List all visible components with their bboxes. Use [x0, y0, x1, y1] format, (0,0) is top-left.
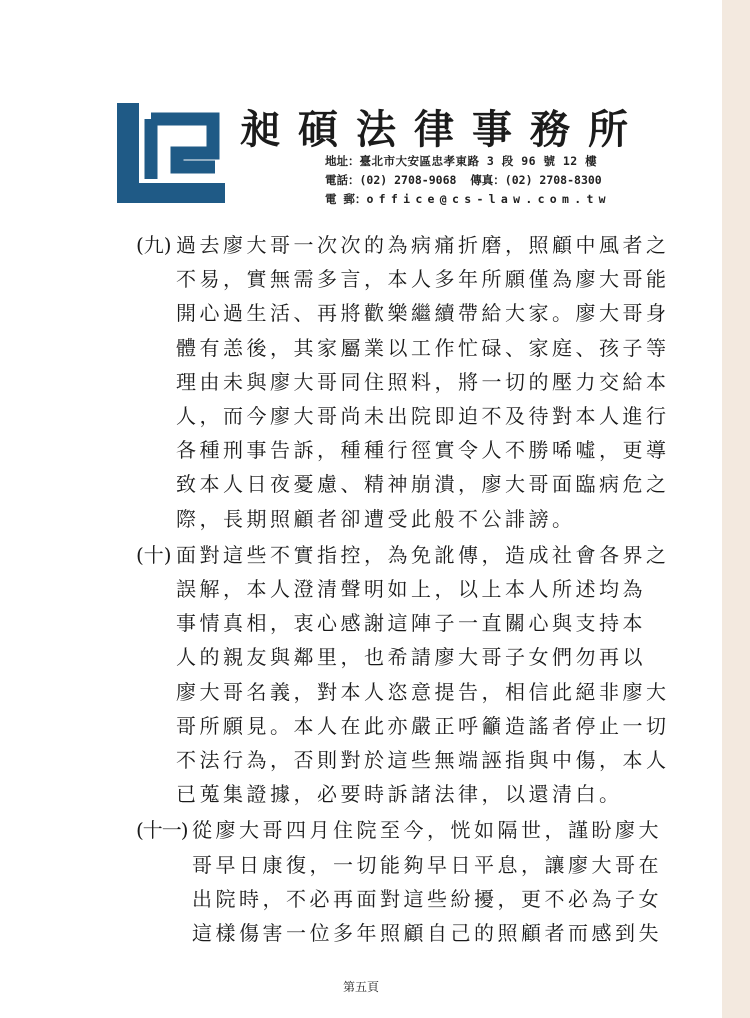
section-marker: (九): [136, 233, 172, 257]
section-10: [136, 538, 670, 812]
text-line: 出院時，不必再面對這些紛擾，更不必為子女: [192, 886, 662, 911]
text-line: 哥早日康復，一切能夠早日平息，讓廖大哥在: [192, 852, 662, 877]
text-line: 不法行為，否則對於這些無端誣指與中傷，本人: [176, 748, 670, 773]
text-line: 面對這些不實指控，為免訛傳，造成社會各界之: [176, 542, 670, 567]
text-line: 這樣傷害一位多年照顧自己的照顧者而感到失: [192, 921, 662, 946]
section-11: [136, 813, 662, 950]
text-line: 哥所願見。本人在此亦嚴正呼籲造謠者停止一切: [176, 713, 670, 738]
text-line: 際，長期照顧者卻遭受此般不公誹謗。: [176, 506, 576, 531]
email-label: 電 郵：: [325, 192, 367, 206]
text-line: 人的親友與鄰里，也希請廖大哥子女們勿再以: [176, 645, 646, 670]
text-line: 各種刑事告訴，種種行徑實令人不勝唏噓，更導: [176, 438, 670, 463]
text-line: 誤解，本人澄清聲明如上，以上本人所述均為: [176, 577, 646, 602]
section-9: [136, 228, 670, 536]
text-line: 開心過生活、再將歡樂繼續帶給大家。廖大哥身: [176, 301, 670, 326]
section-text: [192, 813, 662, 950]
phone-label: 電話：: [325, 173, 360, 187]
address-row: [325, 152, 611, 171]
fax-value: (02) 2708-8300: [504, 173, 602, 187]
email-row: [325, 190, 611, 209]
section-marker: (十): [136, 542, 172, 567]
firm-name: 昶碩法律事務所: [240, 106, 646, 153]
fax-label: 傳真：: [470, 173, 505, 187]
text-line: 人，而今廖大哥尚未出院即迫不及待對本人進行: [176, 404, 670, 429]
text-line: 體有恙後，其家屬業以工作忙碌、家庭、孩子等: [176, 335, 670, 360]
section-text: [176, 228, 670, 536]
phone-row: [325, 171, 611, 190]
text-line: 過去廖大哥一次次的為病痛折磨，照顧中風者之: [176, 233, 670, 257]
text-line: 事情真相，衷心感謝這陣子一直關心與支持本: [176, 611, 646, 636]
document-body: [136, 228, 670, 952]
text-line: 從廖大哥四月住院至今，恍如隔世，謹盼廖大: [192, 818, 662, 843]
text-line: 理由未與廖大哥同住照料，將一切的壓力交給本: [176, 369, 670, 394]
contact-block: [325, 152, 611, 209]
text-line: 不易，實無需多言，本人多年所願僅為廖大哥能: [176, 267, 670, 292]
address-label: 地址：: [325, 154, 360, 168]
firm-logo: [117, 103, 225, 203]
text-line: 致本人日夜憂慮、精神崩潰，廖大哥面臨病危之: [176, 472, 670, 497]
section-text: [176, 538, 670, 812]
text-line: 廖大哥名義，對本人恣意提告，相信此絕非廖大: [176, 679, 670, 704]
text-line: 已蒐集證據，必要時訴諸法律，以還清白。: [176, 782, 623, 807]
email-value: office@cs-law.com.tw: [366, 192, 611, 206]
page-number: 第五頁: [342, 980, 379, 994]
address-value: 臺北市大安區忠孝東路 3 段 96 號 12 樓: [359, 154, 598, 168]
phone-value: (02) 2708-9068: [359, 173, 457, 187]
scan-margin: [722, 0, 750, 1018]
section-marker: (十一): [136, 818, 188, 843]
